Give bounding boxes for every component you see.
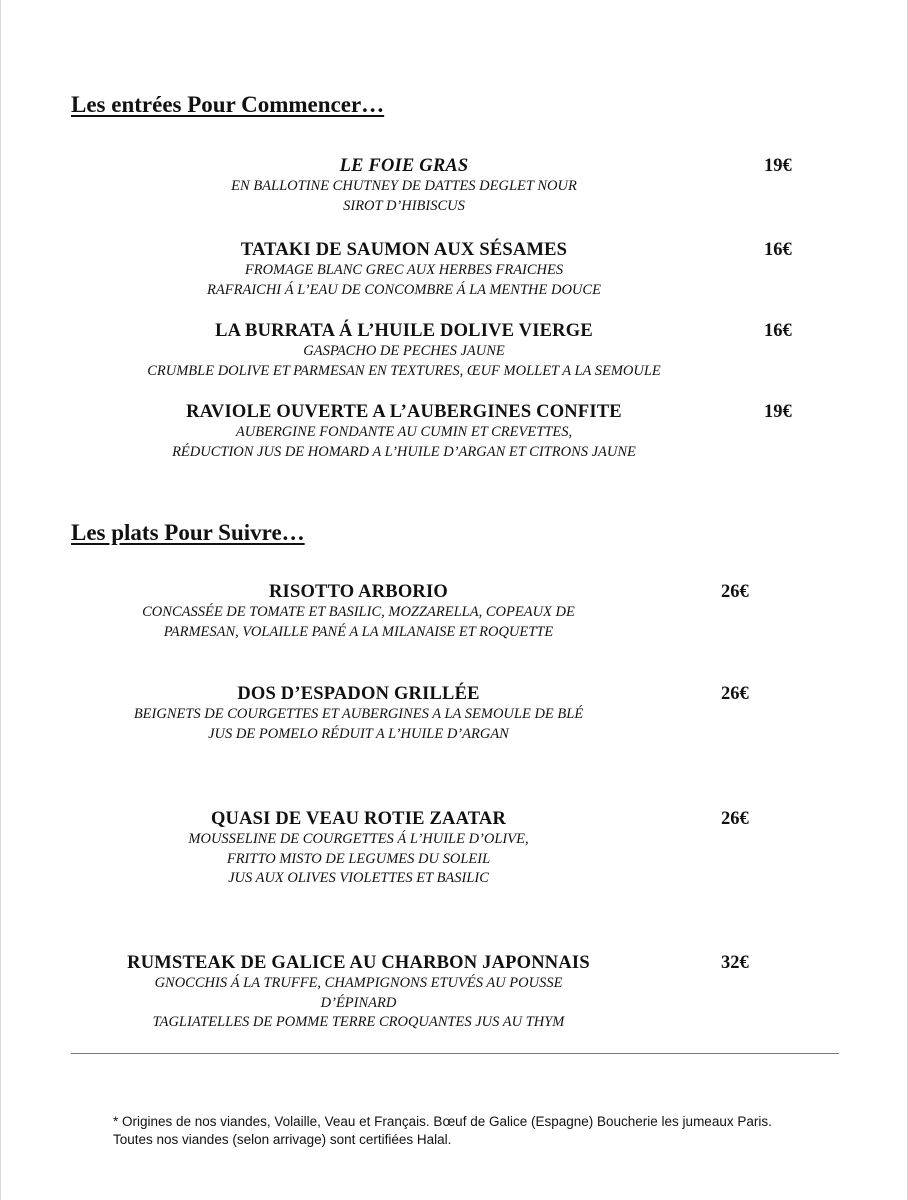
item-name: RAVIOLE OUVERTE A L’AUBERGINES CONFITE <box>186 402 622 422</box>
item-desc-line: PARMESAN, VOLAILLE PANÉ A LA MILANAISE ET ROQUETTE <box>163 623 554 640</box>
menu-item-foie-gras <box>99 155 709 216</box>
item-name: LA BURRATA Á L’HUILE DOLIVE VIERGE <box>215 321 593 341</box>
item-price: 19€ <box>764 402 792 422</box>
item-price: 19€ <box>764 156 792 176</box>
item-desc-line: D’ÉPINARD <box>320 994 397 1011</box>
item-desc-line: AUBERGINE FONDANTE AU CUMIN ET CREVETTES, <box>235 424 573 440</box>
item-desc-line: BEIGNETS DE COURGETTES ET AUBERGINES A LA SEMOULE DE BLÉ <box>133 706 584 722</box>
item-desc-line: JUS DE POMELO RÉDUIT A L’HUILE D’ARGAN <box>208 725 509 742</box>
footnote-meat-origins: * Origines de nos viandes, Volaille, Veau et Français. Bœuf de Galice (Espagne) Boucherie les jumeaux Paris. Toutes nos viandes (selon arrivage) sont certifiées Halal. <box>113 1114 772 1147</box>
item-desc-line: EN BALLOTINE CHUTNEY DE DATTES DEGLET NOUR <box>231 178 577 194</box>
section-title-plats: Les plats Pour Suivre… <box>71 520 305 545</box>
menu-item-risotto <box>61 581 656 642</box>
item-desc-line: CRUMBLE DOLIVE ET PARMESAN EN TEXTURES, ŒUF MOLLET A LA SEMOULE <box>147 362 661 379</box>
item-price: 16€ <box>764 240 792 260</box>
menu-item-raviole <box>99 401 709 462</box>
item-name: QUASI DE VEAU ROTIE ZAATAR <box>210 809 507 829</box>
item-name: TATAKI DE SAUMON AUX SÉSAMES <box>240 240 568 260</box>
item-desc-line: SIROT D’HIBISCUS <box>343 197 465 214</box>
section-title-entrees: Les entrées Pour Commencer… <box>71 92 385 117</box>
item-desc-line: TAGLIATELLES DE POMME TERRE CROQUANTES JUS AU THYM <box>152 1014 565 1030</box>
item-name: RISOTTO ARBORIO <box>269 582 448 602</box>
item-desc-line: RÉDUCTION JUS DE HOMARD A L’HUILE D’ARGAN ET CITRONS JAUNE <box>172 443 636 460</box>
item-price: 26€ <box>721 582 749 602</box>
item-desc-line: JUS AUX OLIVES VIOLETTES ET BASILIC <box>228 870 489 886</box>
menu-item-espadon <box>61 683 656 744</box>
item-price: 16€ <box>764 321 792 341</box>
item-name: LE FOIE GRAS <box>339 156 469 176</box>
item-price: 26€ <box>721 684 749 704</box>
item-desc-line: FROMAGE BLANC GREC AUX HERBES FRAICHES <box>244 262 564 278</box>
menu-item-tataki <box>99 239 709 300</box>
item-desc-line: CONCASSÉE DE TOMATE ET BASILIC, MOZZARELLA, COPEAUX DE <box>142 604 575 620</box>
divider-line <box>71 1053 839 1054</box>
item-desc-line: RAFRAICHI Á L’EAU DE CONCOMBRE Á LA MENTHE DOUCE <box>207 281 601 298</box>
item-desc-line: FRITTO MISTO DE LEGUMES DU SOLEIL <box>226 850 491 867</box>
item-price: 26€ <box>721 809 749 829</box>
item-name: RUMSTEAK DE GALICE AU CHARBON JAPONNAIS <box>127 953 590 973</box>
menu-item-burrata <box>99 320 709 381</box>
menu-item-quasi-veau <box>61 808 656 889</box>
item-name: DOS D’ESPADON GRILLÉE <box>237 684 480 704</box>
item-desc-line: GNOCCHIS Á LA TRUFFE, CHAMPIGNONS ETUVÉS AU POUSSE <box>154 975 563 991</box>
item-price: 32€ <box>721 953 749 973</box>
item-desc-line: GASPACHO DE PECHES JAUNE <box>303 343 505 359</box>
menu-item-rumsteak <box>61 952 656 1033</box>
item-desc-line: MOUSSELINE DE COURGETTES Á L’HUILE D’OLIVE, <box>188 831 529 847</box>
